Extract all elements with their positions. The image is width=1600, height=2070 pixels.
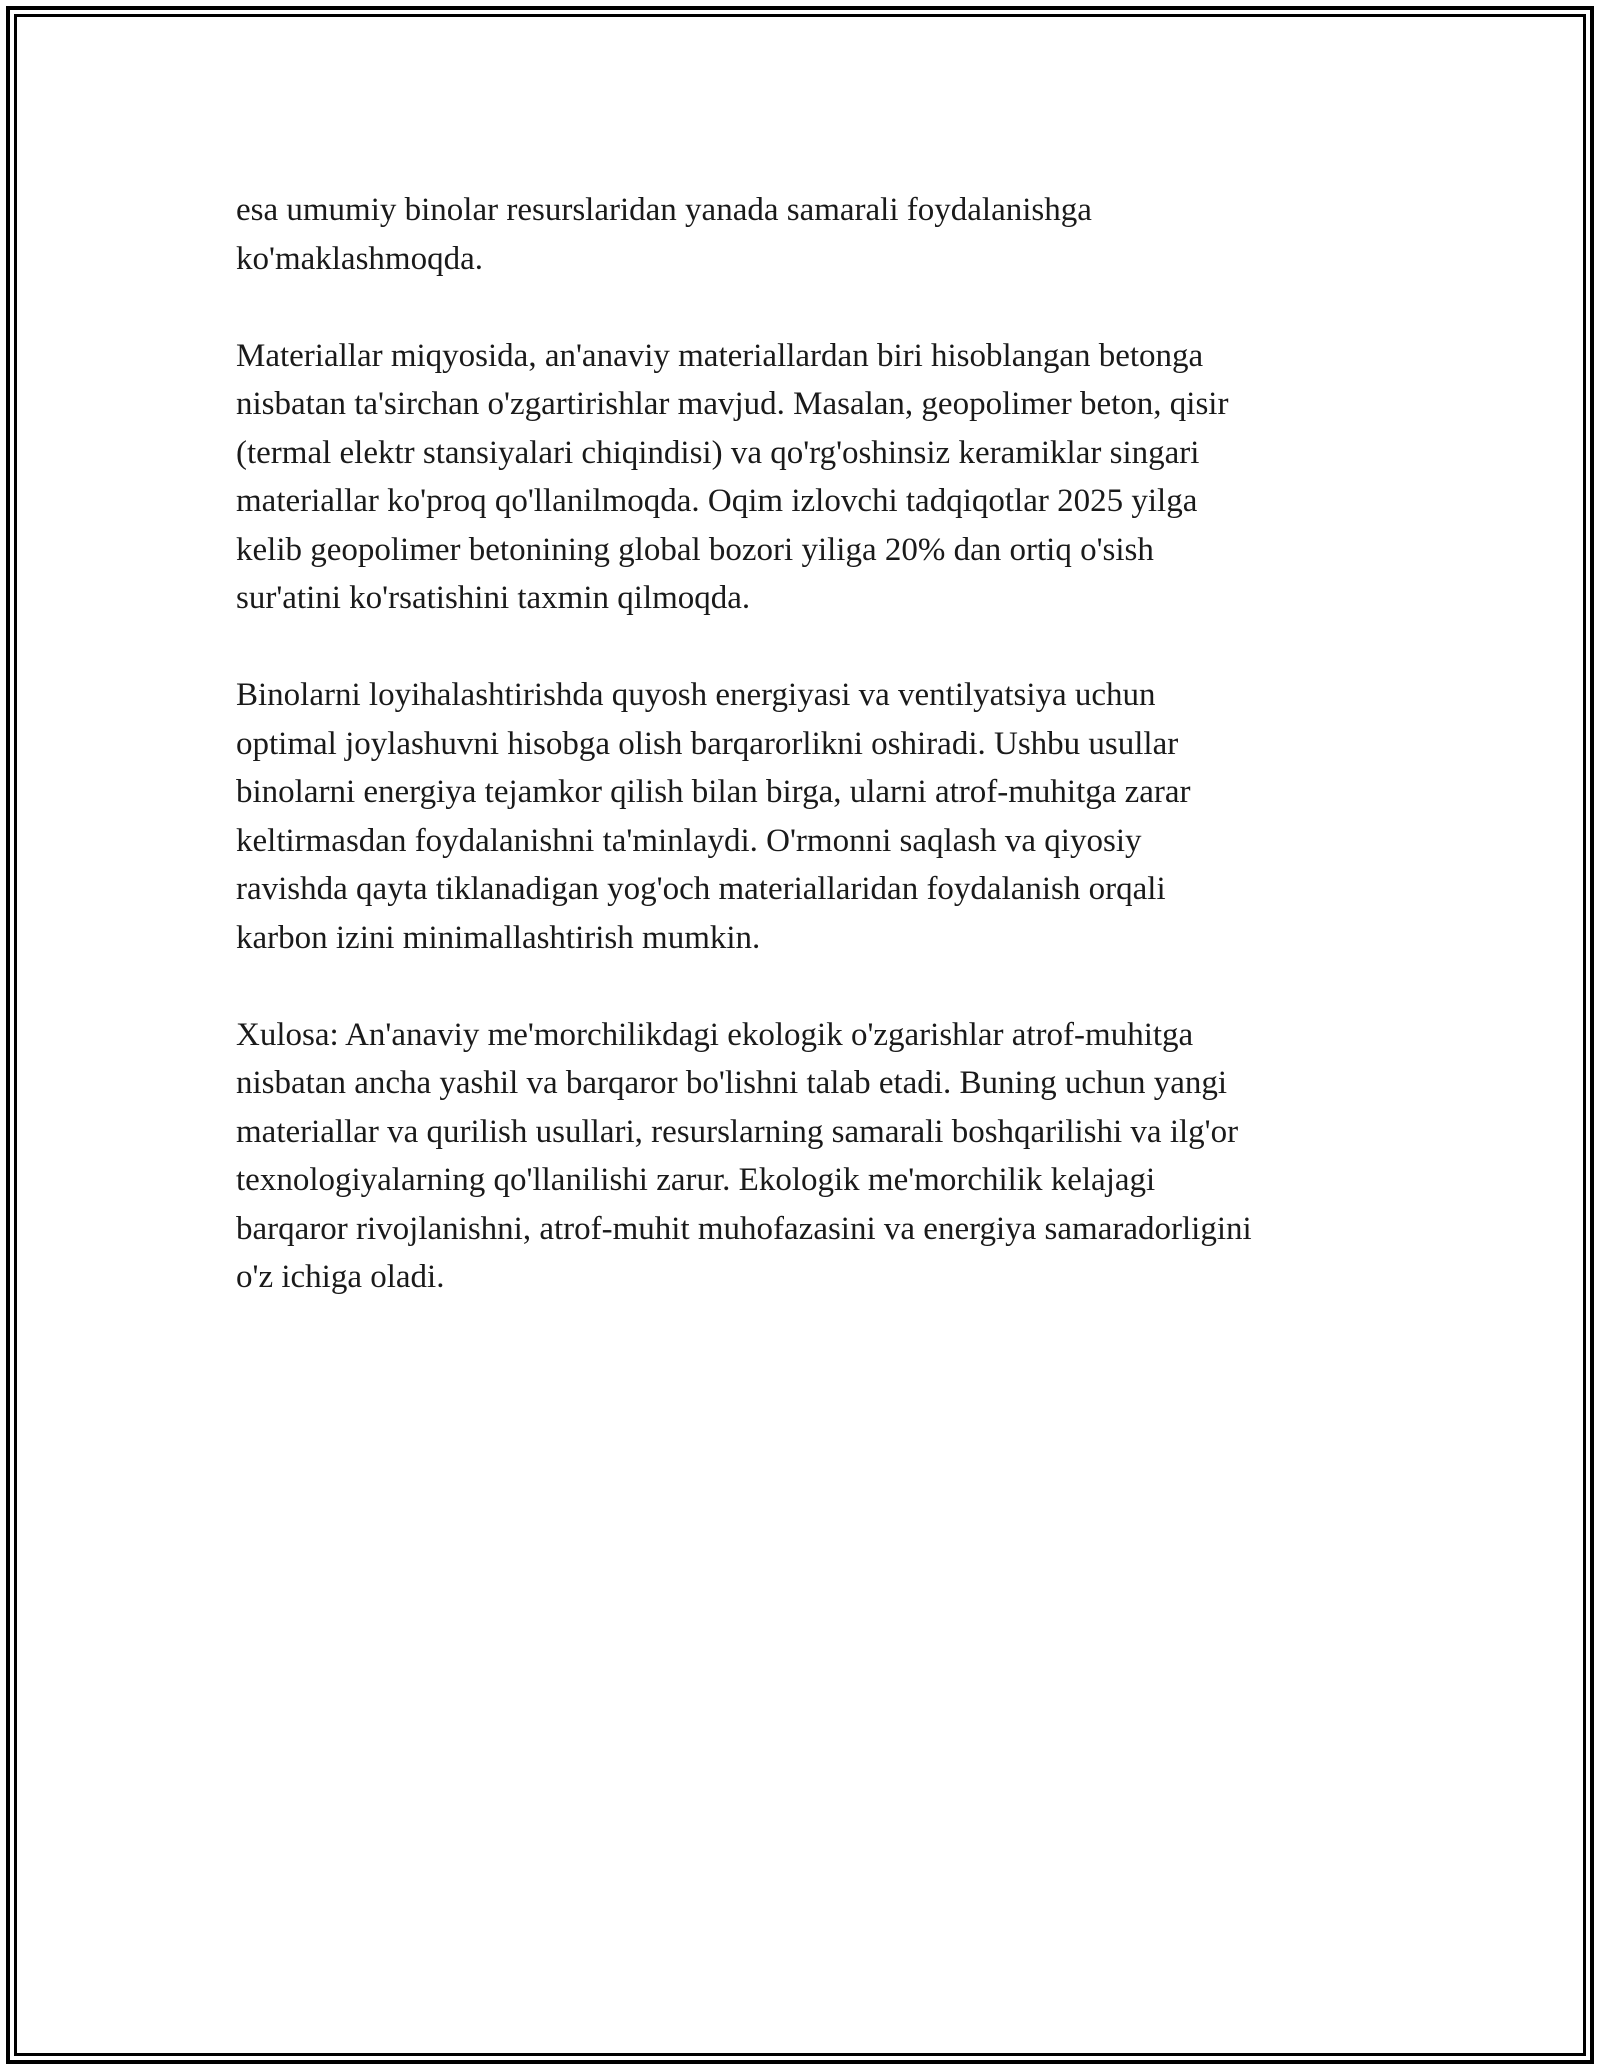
paragraph-conclusion: Xulosa: An'anaviy me'morchilikdagi ekologik o'zgarishlar atrof-muhitga nisbatan ancha yashil va barqaror bo'lishni talab etadi. Buning uchun yangi materiallar va qurilish usullari, resurslarning samarali boshqarilishi va ilg'or texnologiyalarning qo'llanilishi zarur. Ekologik me'morchilik kelajagi barqaror rivojlanishni, atrof-muhit muhofazasini va energiya samaradorligini o'z ichiga oladi. [236,1016,1252,1295]
paragraph-materials: Materiallar miqyosida, an'anaviy materiallardan biri hisoblangan betonga nisbatan ta'sirchan o'zgartirishlar mavjud. Masalan, geopolimer beton, qisir (termal elektr stansiyalari chiqindisi) va qo'rg'oshinsiz keramiklar singari materiallar ko'proq qo'llanilmoqda. Oqim izlovchi tadqiqotlar 2025 yilga kelib geopolimer betonining global bozori yiliga 20% dan ortiq o'sish sur'atini ko'rsatishini taxmin qilmoqda. [236,337,1229,616]
paragraph-continuation: esa umumiy binolar resurslaridan yanada samarali foydalanishga ko'maklashmoqda. [236,192,1092,277]
paragraph-building-design: Binolarni loyihalashtirishda quyosh energiyasi va ventilyatsiya uchun optimal joylashuvni hisobga olish barqarorlikni oshiradi. Ushbu usullar binolarni energiya tejamkor qilish bilan birga, ularni atrof-muhitga zarar keltirmasdan foydalanishni ta'minlaydi. O'rmonni saqlash va qiyosiy ravishda qayta tiklanadigan yog'och materiallaridan foydalanish orqali karbon izini minimallashtirish mumkin. [236,677,1191,956]
document-body [236,186,1406,1350]
